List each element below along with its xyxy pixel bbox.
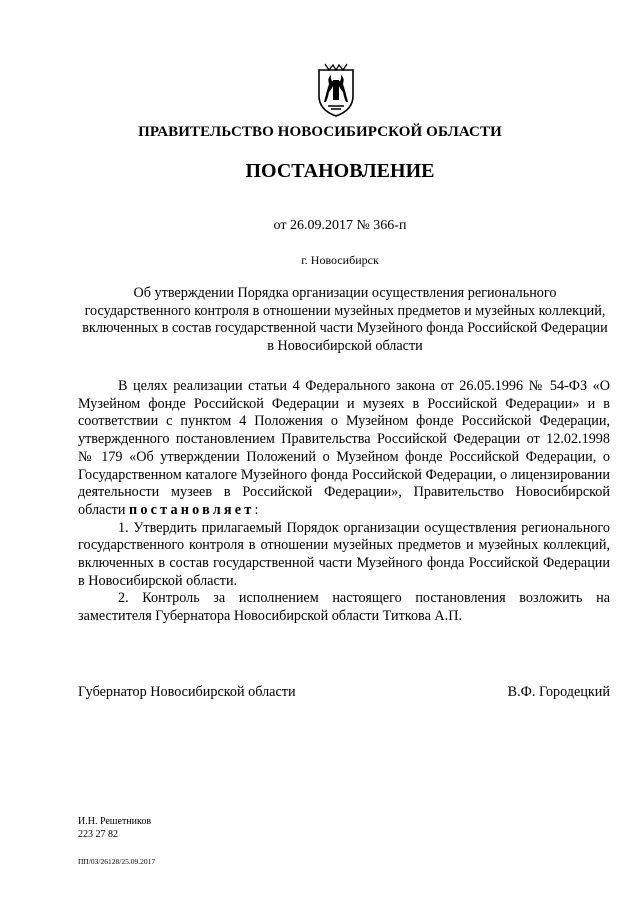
document-code: ПП/03/26128/25.09.2017 xyxy=(78,857,156,866)
coat-of-arms-icon xyxy=(313,62,359,118)
signatory-name: В.Ф. Городецкий xyxy=(507,684,610,700)
document-subject: Об утверждении Порядка организации осуществления регионального государственного контроля в отношении музейных предметов и музейных коллекций, включенных в состав государственной части Музейного фонда Российской Федерации в Новосибирской области xyxy=(82,285,608,355)
executor-block xyxy=(78,816,151,841)
preamble-end: : xyxy=(254,501,259,518)
city: г. Новосибирск xyxy=(301,253,379,267)
executor-phone: 223 27 82 xyxy=(78,828,118,840)
organization-title: ПРАВИТЕЛЬСТВО НОВОСИБИРСКОЙ ОБЛАСТИ xyxy=(138,124,502,140)
resolution-keyword: постановляет xyxy=(128,501,255,518)
document-type: ПОСТАНОВЛЕНИЕ xyxy=(245,160,435,182)
item-2-paragraph: 2. Контроль за исполнением настоящего постановления возложить на заместителя Губернатора Новосибирской области Титкова А.П. xyxy=(78,590,610,625)
item-1-paragraph: 1. Утвердить прилагаемый Порядок организации осуществления регионального государственного контроля в отношении музейных предметов и музейных коллекций, включенных в состав государственной части Музейного фонда Российской Федерации в Новосибирской области. xyxy=(78,519,610,589)
date-and-number: от 26.09.2017 № 366-п xyxy=(273,218,407,233)
signatory-title: Губернатор Новосибирской области xyxy=(78,684,296,700)
preamble-paragraph xyxy=(78,378,610,520)
executor-name: И.Н. Решетников xyxy=(78,816,152,827)
document-body xyxy=(78,378,610,626)
preamble-text: В целях реализации статьи 4 Федерального закона от 26.05.1996 № 54-ФЗ «О Музейном фонде Российской Федерации и музеях в Российской Федерации» и в соответствии с пунктом 4 Положения о Музейном фонде Российской Федерации, утвержденного постановлением Правительства Российской Федерации от 12.02.1998 № 179 «Об утверждении Положений о Музейном фонде Российской Федерации, о Государственном каталоге Музейного фонда Российской Федерации, о лицензировании деятельности музеев в Российской Федерации», Правительство Новосибирской области xyxy=(78,378,610,518)
